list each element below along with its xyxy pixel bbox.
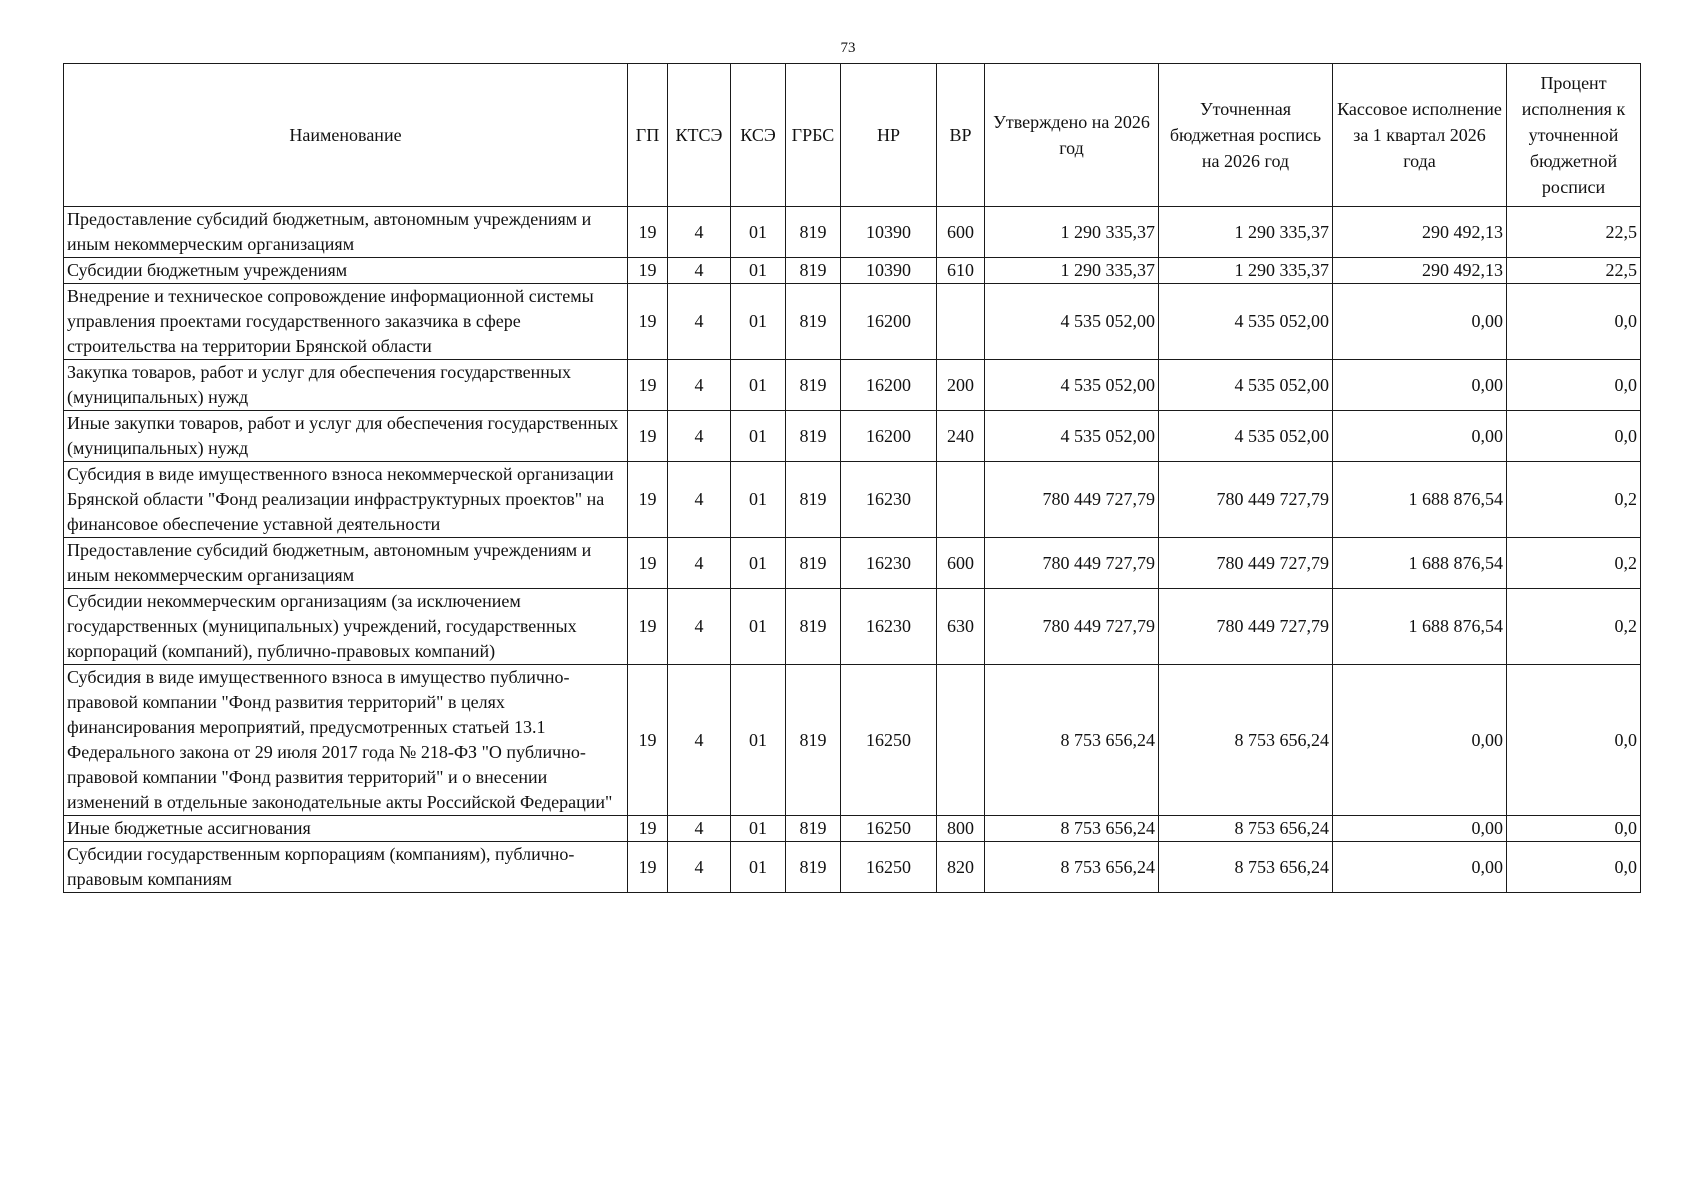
cell-percent: 0,0 — [1507, 816, 1641, 842]
cell-gp: 19 — [628, 462, 668, 538]
cell-approved: 4 535 052,00 — [985, 411, 1159, 462]
cell-nr: 16250 — [841, 665, 937, 816]
cell-cash: 1 688 876,54 — [1333, 589, 1507, 665]
cell-percent: 0,0 — [1507, 284, 1641, 360]
cell-nr: 16200 — [841, 360, 937, 411]
table-row — [64, 411, 1641, 462]
cell-kse: 01 — [731, 538, 786, 589]
cell-kse: 01 — [731, 360, 786, 411]
header-row — [64, 64, 1641, 207]
cell-percent: 0,2 — [1507, 589, 1641, 665]
cell-refined: 1 290 335,37 — [1159, 258, 1333, 284]
cell-refined: 1 290 335,37 — [1159, 207, 1333, 258]
cell-ktse: 4 — [668, 207, 731, 258]
header-grbs: ГРБС — [786, 64, 841, 207]
cell-name: Субсидии государственным корпорациям (компаниям), публично-правовым компаниям — [64, 842, 628, 893]
cell-approved: 8 753 656,24 — [985, 842, 1159, 893]
table-row — [64, 360, 1641, 411]
cell-grbs: 819 — [786, 258, 841, 284]
cell-approved: 780 449 727,79 — [985, 589, 1159, 665]
cell-name: Закупка товаров, работ и услуг для обеспечения государственных (муниципальных) нужд — [64, 360, 628, 411]
header-name: Наименование — [64, 64, 628, 207]
cell-ktse: 4 — [668, 538, 731, 589]
cell-approved: 1 290 335,37 — [985, 207, 1159, 258]
cell-ktse: 4 — [668, 665, 731, 816]
cell-percent: 0,0 — [1507, 360, 1641, 411]
cell-grbs: 819 — [786, 589, 841, 665]
header-nr: НР — [841, 64, 937, 207]
cell-grbs: 819 — [786, 411, 841, 462]
cell-approved: 1 290 335,37 — [985, 258, 1159, 284]
cell-percent: 0,0 — [1507, 665, 1641, 816]
cell-gp: 19 — [628, 665, 668, 816]
cell-approved: 4 535 052,00 — [985, 360, 1159, 411]
cell-gp: 19 — [628, 538, 668, 589]
cell-nr: 16200 — [841, 284, 937, 360]
cell-vr: 200 — [937, 360, 985, 411]
cell-percent: 0,2 — [1507, 462, 1641, 538]
cell-cash: 290 492,13 — [1333, 258, 1507, 284]
cell-grbs: 819 — [786, 360, 841, 411]
cell-refined: 8 753 656,24 — [1159, 665, 1333, 816]
cell-refined: 4 535 052,00 — [1159, 360, 1333, 411]
cell-vr: 600 — [937, 538, 985, 589]
cell-ktse: 4 — [668, 258, 731, 284]
cell-refined: 4 535 052,00 — [1159, 411, 1333, 462]
cell-percent: 0,2 — [1507, 538, 1641, 589]
cell-percent: 0,0 — [1507, 411, 1641, 462]
cell-vr — [937, 284, 985, 360]
cell-nr: 16250 — [841, 816, 937, 842]
table-row — [64, 842, 1641, 893]
cell-grbs: 819 — [786, 207, 841, 258]
table-row — [64, 462, 1641, 538]
cell-cash: 1 688 876,54 — [1333, 462, 1507, 538]
cell-gp: 19 — [628, 589, 668, 665]
cell-kse: 01 — [731, 842, 786, 893]
cell-vr: 240 — [937, 411, 985, 462]
page-number: 73 — [840, 40, 856, 56]
header-vr: ВР — [937, 64, 985, 207]
cell-nr: 16230 — [841, 589, 937, 665]
table-row — [64, 258, 1641, 284]
cell-ktse: 4 — [668, 842, 731, 893]
cell-refined: 780 449 727,79 — [1159, 589, 1333, 665]
cell-gp: 19 — [628, 284, 668, 360]
cell-approved: 4 535 052,00 — [985, 284, 1159, 360]
cell-ktse: 4 — [668, 411, 731, 462]
cell-cash: 1 688 876,54 — [1333, 538, 1507, 589]
cell-percent: 22,5 — [1507, 258, 1641, 284]
cell-ktse: 4 — [668, 360, 731, 411]
cell-nr: 16250 — [841, 842, 937, 893]
cell-kse: 01 — [731, 411, 786, 462]
cell-cash: 0,00 — [1333, 360, 1507, 411]
cell-gp: 19 — [628, 258, 668, 284]
budget-table — [63, 63, 1641, 893]
cell-name: Предоставление субсидий бюджетным, автономным учреждениям и иным некоммерческим организациям — [64, 538, 628, 589]
header-cash: Кассовое исполнение за 1 квартал 2026 года — [1333, 64, 1507, 207]
cell-refined: 780 449 727,79 — [1159, 462, 1333, 538]
cell-cash: 0,00 — [1333, 284, 1507, 360]
cell-refined: 8 753 656,24 — [1159, 842, 1333, 893]
cell-name: Субсидии некоммерческим организациям (за исключением государственных (муниципальных) учреждений, государственных корпораций (компаний), публично-правовых компаний) — [64, 589, 628, 665]
cell-ktse: 4 — [668, 589, 731, 665]
header-refined: Уточненная бюджетная роспись на 2026 год — [1159, 64, 1333, 207]
cell-vr: 820 — [937, 842, 985, 893]
header-gp: ГП — [628, 64, 668, 207]
cell-approved: 780 449 727,79 — [985, 538, 1159, 589]
cell-ktse: 4 — [668, 462, 731, 538]
cell-cash: 0,00 — [1333, 816, 1507, 842]
cell-gp: 19 — [628, 842, 668, 893]
cell-kse: 01 — [731, 258, 786, 284]
cell-ktse: 4 — [668, 284, 731, 360]
cell-nr: 16200 — [841, 411, 937, 462]
cell-grbs: 819 — [786, 665, 841, 816]
table-row — [64, 207, 1641, 258]
header-kse: КСЭ — [731, 64, 786, 207]
cell-nr: 16230 — [841, 462, 937, 538]
cell-vr: 630 — [937, 589, 985, 665]
cell-grbs: 819 — [786, 284, 841, 360]
cell-nr: 10390 — [841, 258, 937, 284]
cell-approved: 780 449 727,79 — [985, 462, 1159, 538]
cell-vr: 600 — [937, 207, 985, 258]
cell-gp: 19 — [628, 411, 668, 462]
cell-grbs: 819 — [786, 816, 841, 842]
table-row — [64, 665, 1641, 816]
cell-vr: 800 — [937, 816, 985, 842]
header-percent: Процент исполнения к уточненной бюджетной росписи — [1507, 64, 1641, 207]
cell-refined: 780 449 727,79 — [1159, 538, 1333, 589]
cell-refined: 8 753 656,24 — [1159, 816, 1333, 842]
cell-ktse: 4 — [668, 816, 731, 842]
cell-name: Иные закупки товаров, работ и услуг для обеспечения государственных (муниципальных) нужд — [64, 411, 628, 462]
table-row — [64, 589, 1641, 665]
cell-grbs: 819 — [786, 462, 841, 538]
cell-approved: 8 753 656,24 — [985, 665, 1159, 816]
cell-kse: 01 — [731, 816, 786, 842]
cell-cash: 0,00 — [1333, 665, 1507, 816]
cell-gp: 19 — [628, 360, 668, 411]
cell-nr: 16230 — [841, 538, 937, 589]
header-approved: Утверждено на 2026 год — [985, 64, 1159, 207]
cell-kse: 01 — [731, 462, 786, 538]
cell-kse: 01 — [731, 589, 786, 665]
cell-vr: 610 — [937, 258, 985, 284]
cell-percent: 22,5 — [1507, 207, 1641, 258]
cell-grbs: 819 — [786, 538, 841, 589]
cell-vr — [937, 665, 985, 816]
cell-refined: 4 535 052,00 — [1159, 284, 1333, 360]
cell-percent: 0,0 — [1507, 842, 1641, 893]
cell-approved: 8 753 656,24 — [985, 816, 1159, 842]
cell-name: Субсидия в виде имущественного взноса в имущество публично-правовой компании "Фонд развития территорий" в целях финансирования мероприятий, предусмотренных статьей 13.1 Федерального закона от 29 июля 2017 года № 218-ФЗ "О публично-правовой компании "Фонд развития территорий" и о внесении изменений в отдельные законодательные акты Российской Федерации" — [64, 665, 628, 816]
cell-nr: 10390 — [841, 207, 937, 258]
cell-kse: 01 — [731, 284, 786, 360]
cell-name: Субсидии бюджетным учреждениям — [64, 258, 628, 284]
cell-name: Субсидия в виде имущественного взноса некоммерческой организации Брянской области "Фонд реализации инфраструктурных проектов" на финансовое обеспечение уставной деятельности — [64, 462, 628, 538]
cell-cash: 0,00 — [1333, 842, 1507, 893]
cell-kse: 01 — [731, 665, 786, 816]
cell-vr — [937, 462, 985, 538]
header-ktse: КТСЭ — [668, 64, 731, 207]
cell-cash: 0,00 — [1333, 411, 1507, 462]
table-row — [64, 284, 1641, 360]
cell-name: Внедрение и техническое сопровождение информационной системы управления проектами государственного заказчика в сфере строительства на территории Брянской области — [64, 284, 628, 360]
cell-gp: 19 — [628, 816, 668, 842]
cell-gp: 19 — [628, 207, 668, 258]
cell-grbs: 819 — [786, 842, 841, 893]
cell-kse: 01 — [731, 207, 786, 258]
table-row — [64, 538, 1641, 589]
cell-name: Предоставление субсидий бюджетным, автономным учреждениям и иным некоммерческим организациям — [64, 207, 628, 258]
cell-cash: 290 492,13 — [1333, 207, 1507, 258]
cell-name: Иные бюджетные ассигнования — [64, 816, 628, 842]
table-row — [64, 816, 1641, 842]
